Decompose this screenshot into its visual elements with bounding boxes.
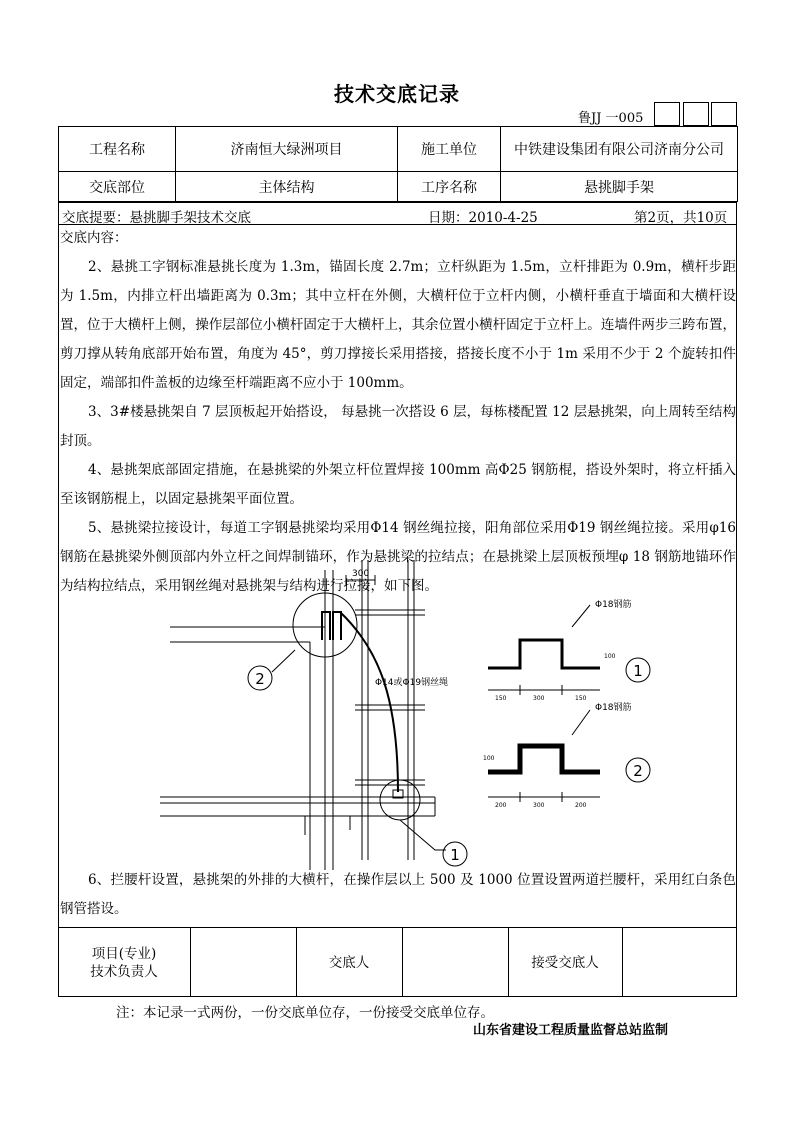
- tech-lead-label: [58, 945, 190, 981]
- disclosure-part-label: 交底部位: [59, 172, 176, 202]
- rebar-label-1: Φ18钢筋: [595, 600, 632, 610]
- dim-a-3: 150: [575, 695, 587, 702]
- sign-col-1: [190, 927, 191, 997]
- sign-col-5: [622, 927, 623, 997]
- summary-page: 第2页，共10页: [634, 210, 728, 226]
- code-box-1: [654, 102, 680, 126]
- process-name-label: 工序名称: [398, 172, 501, 202]
- receiver-label: 接受交底人: [531, 955, 599, 971]
- header-table: [58, 126, 738, 202]
- project-name-value: 济南恒大绿洲项目: [176, 127, 398, 172]
- cantilever-scaffold-diagram: [150, 560, 740, 870]
- content-item-2: 2、悬挑工字钢标准悬挑长度为 1.3m，锚固长度 2.7m；立杆纵距为 1.5m，立杆排距为 0.9m，横杆步距为 1.5m，内排立杆出墙距离为 0.3m；其中立杆在外侧，大横杆位于立杆内侧，小横杆垂直于墙面和大横杆设置，位于大横杆上侧，操作层部位小横杆固定于大横杆上，其余位置小横杆固定于立杆上。连墙件两步三跨布置，剪刀撑从转角底部开始布置，角度为 45°，剪刀撑接长采用搭接，搭接长度不小于 1m 采用不少于 2 个旋转扣件固定，端部扣件盖板的边缘至杆端距离不应小于 100mm。: [60, 259, 736, 391]
- callout-2: 2: [255, 670, 265, 688]
- footnote: 注：本记录一式两份，一份交底单位存，一份接受交底单位存。: [116, 1005, 494, 1021]
- content-item-5: 5、悬挑梁拉接设计，每道工字钢悬挑梁均采用Φ14 钢丝绳拉接，阳角部位采用Φ19 钢丝绳拉接。采用φ16 钢筋在悬挑梁外侧顶部内外立杆之间焊制锚环，作为悬挑梁的拉结点；在悬挑梁上层顶板预埋φ 18 钢筋地锚环作为结构拉结点，采用钢丝绳对悬挑架与结构进行拉接，如下图。: [60, 520, 736, 594]
- detail-number-2: 2: [633, 762, 643, 780]
- detail-number-1: 1: [633, 662, 643, 680]
- content-body: [60, 224, 736, 601]
- dim-b-2: 300: [533, 802, 545, 809]
- summary-topic: 交底提要：悬挑脚手架技术交底: [62, 210, 251, 226]
- dim-300: 300: [352, 569, 370, 579]
- rope-label: Φ14或Φ19钢丝绳: [375, 678, 449, 688]
- content-item-3: 3、3#楼悬挑架自 7 层顶板起开始搭设， 每悬挑一次搭设 6 层，每栋楼配置 12 层悬挑架，向上周转至结构封顶。: [60, 404, 736, 449]
- code-box-2: [683, 102, 709, 126]
- project-name-label: 工程名称: [59, 127, 176, 172]
- form-code: 鲁JJ 一005: [578, 111, 644, 126]
- process-name-value: 悬挑脚手架: [501, 172, 738, 202]
- content-item-6: 6、拦腰杆设置，悬挑架的外排的大横杆，在操作层以上 500 及 1000 位置设置两道拦腰杆，采用红白条色钢管搭设。: [60, 872, 736, 917]
- dim-a-1: 150: [495, 695, 507, 702]
- disclosure-part-value: 主体结构: [176, 172, 398, 202]
- content-body-2: [60, 866, 736, 924]
- tech-lead-label-line2: 技术负责人: [90, 964, 158, 980]
- contractor-value: 中铁建设集团有限公司济南分公司: [501, 127, 738, 172]
- dim-h-b: 100: [483, 755, 495, 762]
- discloser-label: 交底人: [328, 955, 370, 971]
- contractor-label: 施工单位: [398, 127, 501, 172]
- dim-a-2: 300: [533, 695, 545, 702]
- dim-b-3: 200: [575, 802, 587, 809]
- sign-divider: [58, 927, 737, 928]
- dim-b-1: 200: [495, 802, 507, 809]
- content-item-4: 4、悬挑架底部固定措施，在悬挑梁的外架立杆位置焊接 100mm 高Φ25 钢筋棍，搭设外架时，将立杆插入至该钢筋棍上，以固定悬挑架平面位置。: [60, 462, 736, 507]
- issuer-footer: 山东省建设工程质量监督总站监制: [473, 1023, 669, 1038]
- dim-h-a: 100: [604, 653, 616, 660]
- rebar-label-2: Φ18钢筋: [595, 703, 632, 713]
- callout-1: 1: [450, 846, 460, 864]
- tech-lead-label-line1: 项目(专业): [91, 946, 157, 962]
- summary-date: 日期：2010-4-25: [428, 210, 538, 226]
- code-box-3: [711, 102, 737, 126]
- sign-col-3: [402, 927, 403, 997]
- content-heading: 交底内容：: [60, 230, 128, 246]
- page-title: 技术交底记录: [334, 82, 460, 106]
